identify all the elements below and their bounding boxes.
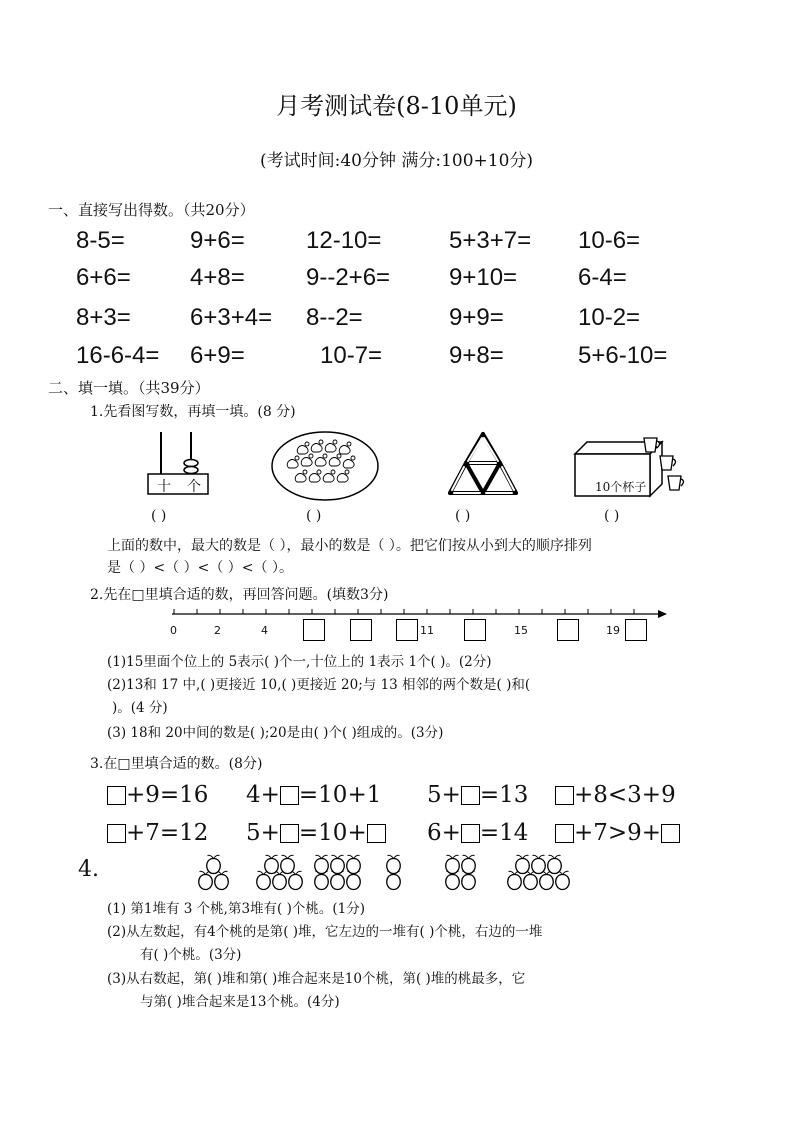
peach-pile	[508, 855, 570, 889]
peach-icon	[289, 875, 303, 890]
peach-icon	[257, 875, 271, 890]
peach-leaf	[463, 855, 475, 858]
answer-box[interactable]	[555, 824, 574, 843]
peach-icon	[508, 875, 522, 890]
q1-question-line1: 上面的数中，最大的数是（ ），最小的数是（ ）。把它们按从小到大的顺序排列	[107, 538, 592, 554]
answer-blank[interactable]: ( )	[151, 508, 167, 524]
peach-icon	[281, 859, 295, 874]
numberline-answer-box[interactable]	[557, 619, 579, 641]
numberline-answer-box[interactable]	[303, 619, 325, 641]
peach-leaf	[282, 855, 294, 858]
abacus-label-tens: 十	[157, 479, 171, 495]
peach-icon	[532, 859, 546, 874]
calc-item: 16-6-4=	[76, 342, 160, 369]
answer-blank[interactable]: ( )	[604, 508, 620, 524]
numberline-label: 2	[214, 624, 221, 637]
peach-icon	[315, 859, 329, 874]
calc-item: 10-2=	[578, 304, 641, 331]
answer-box[interactable]	[280, 824, 299, 843]
peach-leaf	[348, 855, 360, 858]
peach-icon	[548, 859, 562, 874]
calc-item: 9+9=	[449, 304, 504, 331]
peach-icon	[347, 875, 361, 890]
peach-leaf	[549, 855, 561, 858]
calc-item: 5+3+7=	[449, 227, 532, 254]
peach-icon	[540, 875, 554, 890]
peach-icon	[207, 859, 221, 874]
answer-blank[interactable]: ( )	[306, 508, 322, 524]
peach-pile	[199, 855, 229, 889]
peach-icon	[347, 859, 361, 874]
answer-box[interactable]	[461, 786, 480, 805]
peach-pile	[387, 855, 401, 889]
peach-pile	[446, 855, 476, 889]
peach-leaf	[332, 855, 344, 858]
answer-box[interactable]	[367, 824, 386, 843]
peach-icon	[273, 875, 287, 890]
peach-icon	[331, 859, 345, 874]
peach-icon	[387, 859, 401, 874]
calc-item: 10-6=	[578, 227, 641, 254]
peach-icon	[462, 875, 476, 890]
answer-box[interactable]	[661, 824, 680, 843]
numberline-answer-box[interactable]	[350, 619, 372, 641]
calc-item: 9+10=	[449, 264, 518, 291]
peach-icon	[556, 875, 570, 890]
peach-leaf	[517, 855, 529, 858]
q1-title: 1.先看图写数，再填一填。(8 分)	[90, 404, 296, 420]
q3-item: +8<3+9	[555, 782, 676, 808]
calc-item: 6+9=	[190, 342, 245, 369]
section2-heading: 二、填一填。（共39分）	[48, 379, 210, 397]
peach-icon	[199, 875, 213, 890]
peach-icon	[446, 875, 460, 890]
answer-box[interactable]	[107, 786, 126, 805]
calc-item: 5+6-10=	[578, 342, 668, 369]
abacus-image	[145, 430, 215, 498]
peach-leaf	[316, 855, 328, 858]
ducks-plate-image	[270, 430, 380, 502]
calc-item: 8--2=	[306, 304, 363, 331]
calc-item: 6+3+4=	[190, 304, 273, 331]
q2-sub2-line2: )。(4 分)	[112, 700, 168, 716]
calc-item: 12-10=	[306, 227, 382, 254]
peach-icon	[462, 859, 476, 874]
peach-leaf	[533, 855, 545, 858]
q4-sub1: (1) 第1堆有 3 个桃,第3堆有( )个桃。(1分)	[107, 901, 366, 917]
peach-icon	[387, 875, 401, 890]
peach-pile	[257, 855, 303, 889]
answer-box[interactable]	[555, 786, 574, 805]
matchsticks-image	[442, 430, 524, 498]
calc-item: 4+8=	[190, 264, 245, 291]
calc-item: 8+3=	[76, 304, 131, 331]
q3-item: +7=12	[107, 820, 208, 846]
q3-item: 5+ =13	[427, 782, 529, 808]
q2-sub2-line1: (2)13和 17 中,( )更接近 10,( )更接近 20;与 13 相邻的两个数是( )和(	[107, 677, 531, 693]
peach-pile	[315, 855, 361, 889]
numberline-answer-box[interactable]	[625, 619, 647, 641]
q3-item: 6+ =14	[427, 820, 529, 846]
peach-leaf	[208, 855, 220, 858]
q3-item: +9=16	[107, 782, 208, 808]
section1-heading: 一、直接写出得数。（共20分）	[48, 201, 255, 219]
peach-icon	[315, 875, 329, 890]
numberline-label: 11	[420, 624, 434, 637]
calc-item: 6+6=	[76, 264, 131, 291]
calc-item: 9+6=	[190, 227, 245, 254]
q2-title: 2.先在□里填合适的数，再回答问题。(填数3分)	[90, 587, 389, 603]
answer-box[interactable]	[107, 824, 126, 843]
peach-leaf	[266, 855, 278, 858]
calc-item: 9+8=	[449, 342, 504, 369]
peach-icon	[265, 859, 279, 874]
calc-item: 10-7=	[320, 342, 383, 369]
q4-number: 4.	[78, 857, 99, 882]
peach-leaf	[388, 855, 400, 858]
q1-question-line2: 是（ ）<（ ）<（ ）<（ ）。	[107, 560, 293, 576]
q4-sub2-line1: (2)从左数起，有4个桃的是第( )堆，它左边的一堆有( )个桃，右边的一堆	[107, 924, 543, 940]
answer-box[interactable]	[461, 824, 480, 843]
abacus-label-ones: 个	[187, 479, 201, 495]
peach-icon	[524, 875, 538, 890]
numberline-label: 19	[606, 624, 620, 637]
q3-item: +7>9+	[555, 820, 680, 846]
peach-icon	[331, 875, 345, 890]
number-line	[168, 606, 668, 646]
numberline-label: 15	[514, 624, 528, 637]
answer-blank[interactable]: ( )	[455, 508, 471, 524]
peach-piles	[190, 852, 580, 892]
answer-box[interactable]	[280, 786, 299, 805]
numberline-answer-box[interactable]	[464, 619, 486, 641]
calc-item: 8-5=	[76, 227, 125, 254]
peach-icon	[516, 859, 530, 874]
q2-sub1: (1)15里面个位上的 5表示( )个一,十位上的 1表示 1个( )。(2分)	[107, 654, 492, 670]
calc-item: 6-4=	[578, 264, 627, 291]
page-title: 月考测试卷(8-10单元)	[276, 92, 517, 120]
peach-piles-svg	[190, 852, 580, 892]
q2-sub3: (3) 18和 20中间的数是( );20是由( )个( )组成的。(3分)	[107, 725, 444, 741]
q4-sub2-line2: 有( )个桃。(3分)	[140, 947, 242, 963]
peach-leaf	[447, 855, 459, 858]
numberline-label: 0	[170, 624, 177, 637]
cups-box-label: 10个杯子	[595, 480, 647, 494]
q3-item: 4+ =10+1	[246, 782, 382, 808]
q3-item: 5+ =10+	[246, 820, 386, 846]
q4-sub3-line2: 与第( )堆合起来是13个桃。(4分)	[140, 994, 340, 1010]
q4-sub3-line1: (3)从右数起，第( )堆和第( )堆合起来是10个桃，第( )堆的桃最多，它	[107, 971, 526, 987]
peach-icon	[215, 875, 229, 890]
numberline-answer-box[interactable]	[396, 619, 418, 641]
numberline-label: 4	[261, 624, 268, 637]
q3-title: 3.在□里填合适的数。(8分)	[90, 756, 263, 772]
peach-icon	[446, 859, 460, 874]
calc-item: 9--2+6=	[306, 264, 391, 291]
page-subtitle: (考试时间:40分钟 满分:100+10分)	[259, 151, 534, 171]
